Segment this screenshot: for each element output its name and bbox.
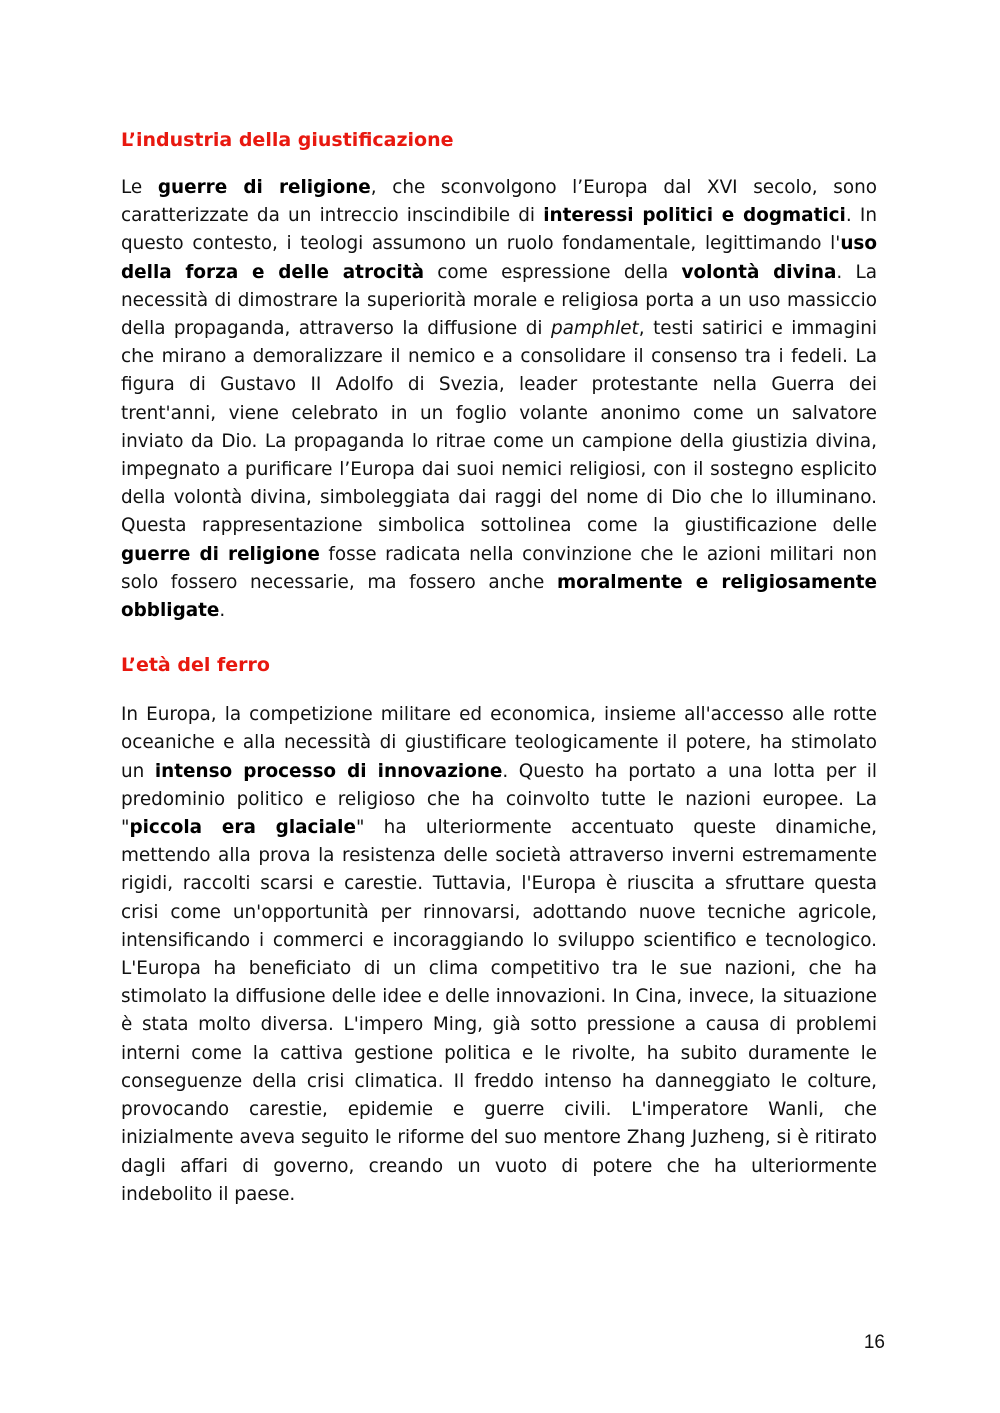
section-heading-iron-age: L’età del ferro [121,654,270,677]
page-number: 16 [863,1332,885,1353]
text-run: . In questo contesto, i teologi assumono un ruolo fondamentale, legittimando l' [121,205,877,255]
bold-text-run: guerre di religione [121,543,320,565]
bold-text-run: volontà divina [681,261,837,283]
text-run: , testi satirici e immagini che mirano a demoralizzare il nemico e a consolidare il consenso tra i fedeli. La figura di Gustavo II Adolfo di Svezia, leader protestante nella Guerra dei trent'anni, viene celebrato in un foglio volante anonimo come un salvatore inviato da Dio. La propaganda lo ritrae come un campione della giustizia divina, impegnato a purificare l’Europa dai suoi nemici religiosi, con il sostegno esplicito della volontà divina, simboleggiata dai raggi del nome di Dio che lo illuminano. Questa rappresentazione simbolica sottolinea come la giustificazione delle [121,318,878,537]
text-run: come espressione della [424,261,682,283]
bold-text-run: moralmente e religiosamente obbligate [121,571,877,622]
text-run: Le [121,177,158,198]
text-run: In Europa, la competizione militare ed economica, insieme all'accesso alle rotte oceaniche e alla necessità di giustificare teologicamente il potere, ha stimolato un [121,704,877,782]
bold-text-run: intenso processo di innovazione [154,760,503,782]
section-heading-justification-industry: L’industria della giustificazione [121,129,454,151]
section-paragraph-iron-age [121,701,877,1209]
bold-text-run: uso della forza e delle atrocità [121,233,877,283]
text-run: . Questo ha portato a una lotta per il predominio politico e religioso che ha coinvolto tutte le nazioni europee. La " [121,760,877,839]
text-run: " ha ulteriormente accentuato queste dinamiche, mettendo alla prova la resistenza delle società attraverso inverni estremamente rigidi, raccolti scarsi e carestie. Tuttavia, l'Europa è riuscita a sfruttare questa crisi come un'opportunità per rinnovarsi, adottando nuove tecniche agricole, intensificando i commerci e incoraggiando lo sviluppo scientifico e tecnologico. L'Europa ha beneficiato di un clima competitivo tra le sue nazioni, che ha stimolato la diffusione delle idee e delle innovazioni. In Cina, invece, la situazione è stata molto diversa. L'impero Ming, già sotto pressione a causa di problemi interni come la cattiva gestione politica e le rivolte, ha subito duramente le conseguenze della crisi climatica. Il freddo intenso ha danneggiato le colture, provocando carestie, epidemie e guerre civili. L'imperatore Wanli, che inizialmente aveva seguito le riforme del suo mentore Zhang Juzheng, si è ritirato dagli affari di governo, creando un vuoto di potere che ha ulteriormente indebolito il paese. [121,817,877,1205]
text-run: , che sconvolgono l’Europa dal XVI secolo, sono caratterizzate da un intreccio inscindibile di [121,177,877,227]
text-run: . La necessità di dimostrare la superiorità morale e religiosa porta a un uso massiccio della propaganda, attraverso la diffusione di [121,261,877,340]
bold-text-run: guerre di religione [157,177,371,198]
italic-text-run: pamphlet [550,318,639,340]
bold-text-run: interessi politici e dogmatici [543,205,846,227]
page-content [121,124,877,1209]
text-run: fosse radicata nella convinzione che le azioni militari non solo fossero necessarie, ma fossero anche [121,543,877,593]
bold-text-run: piccola era glaciale [129,817,356,839]
text-run: . [219,600,226,622]
section-paragraph-justification-industry [121,174,877,625]
